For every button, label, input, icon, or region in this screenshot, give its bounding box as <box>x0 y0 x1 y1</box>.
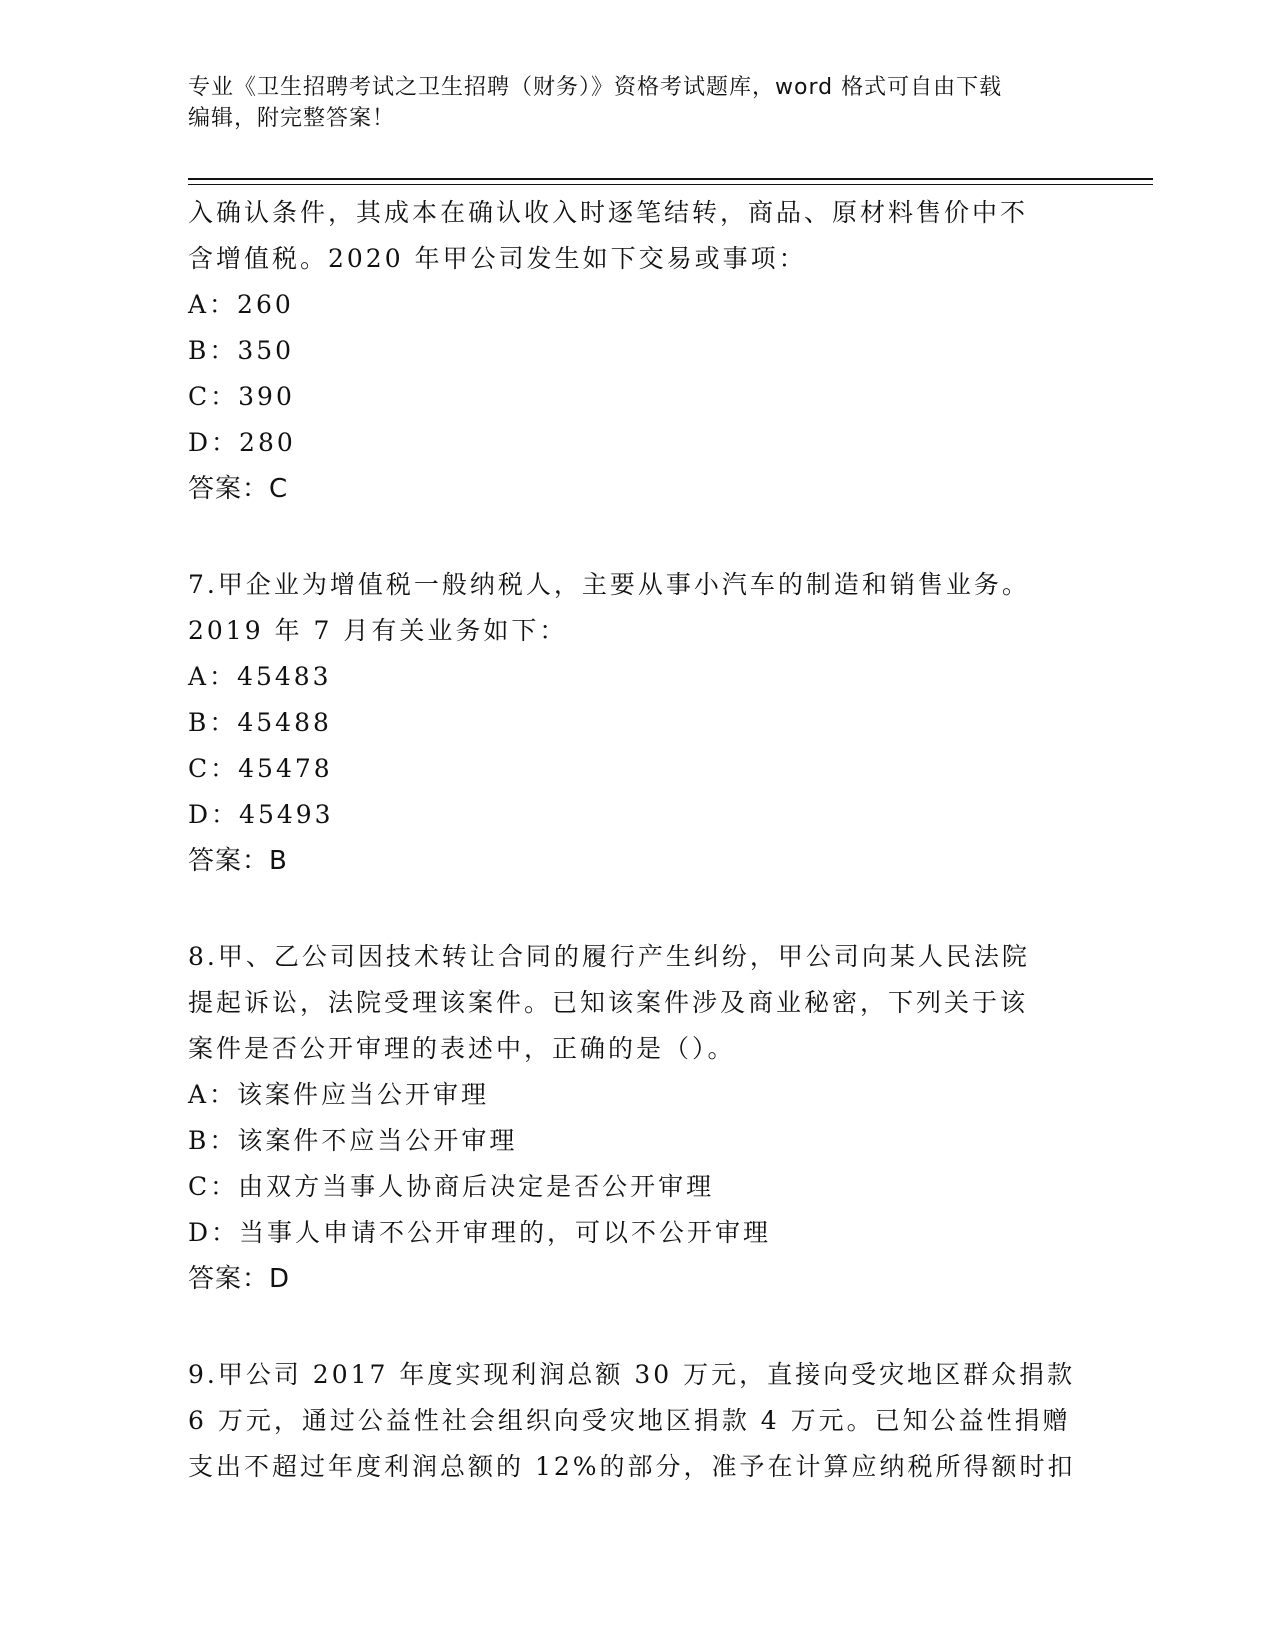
document-header <box>188 72 1068 134</box>
question-text-line: 含增值税。2020 年甲公司发生如下交易或事项： <box>188 244 807 273</box>
spacer <box>188 1302 1118 1352</box>
spacer <box>188 884 1118 934</box>
question-text-line: 8.甲、乙公司因技术转让合同的履行产生纠纷，甲公司向某人民法院 <box>188 942 1030 971</box>
header-divider-thin <box>188 184 1153 185</box>
spacer <box>188 512 1118 562</box>
option-c: C：390 <box>188 382 295 411</box>
header-divider-thick <box>188 178 1153 180</box>
question-8 <box>188 934 1118 1302</box>
question-text-line: 7.甲企业为增值税一般纳税人，主要从事小汽车的制造和销售业务。 <box>188 570 1030 599</box>
question-text-line: 支出不超过年度利润总额的 12%的部分，准予在计算应纳税所得额时扣 <box>188 1452 1076 1481</box>
question-7 <box>188 562 1118 884</box>
document-body <box>188 190 1118 1490</box>
option-b: B：该案件不应当公开审理 <box>188 1126 518 1155</box>
question-9 <box>188 1352 1118 1490</box>
question-text-line: 案件是否公开审理的表述中，正确的是（）。 <box>188 1034 736 1063</box>
answer: 答案：B <box>188 846 288 876</box>
option-b: B：350 <box>188 336 295 365</box>
question-text-line: 入确认条件，其成本在确认收入时逐笔结转，商品、原材料售价中不 <box>188 198 1029 227</box>
question-6 <box>188 190 1118 512</box>
option-d: D：280 <box>188 428 296 457</box>
answer: 答案：D <box>188 1264 291 1294</box>
question-text-line: 9.甲公司 2017 年度实现利润总额 30 万元，直接向受灾地区群众捐款 <box>188 1360 1076 1389</box>
header-line-1: 专业《卫生招聘考试之卫生招聘（财务）》资格考试题库，word 格式可自由下载 <box>188 75 1003 100</box>
question-text-line: 2019 年 7 月有关业务如下： <box>188 616 568 645</box>
question-text-line: 6 万元，通过公益性社会组织向受灾地区捐款 4 万元。已知公益性捐赠 <box>188 1406 1071 1435</box>
answer: 答案：C <box>188 474 289 504</box>
option-d: D：45493 <box>188 800 334 829</box>
header-line-2: 编辑，附完整答案！ <box>188 106 396 131</box>
option-b: B：45488 <box>188 708 332 737</box>
option-c: C：45478 <box>188 754 333 783</box>
option-c: C：由双方当事人协商后决定是否公开审理 <box>188 1172 715 1201</box>
option-a: A：45483 <box>188 662 332 691</box>
option-d: D：当事人申请不公开审理的，可以不公开审理 <box>188 1218 772 1247</box>
option-a: A：260 <box>188 290 294 319</box>
option-a: A：该案件应当公开审理 <box>188 1080 490 1109</box>
question-text-line: 提起诉讼，法院受理该案件。已知该案件涉及商业秘密，下列关于该 <box>188 988 1029 1017</box>
